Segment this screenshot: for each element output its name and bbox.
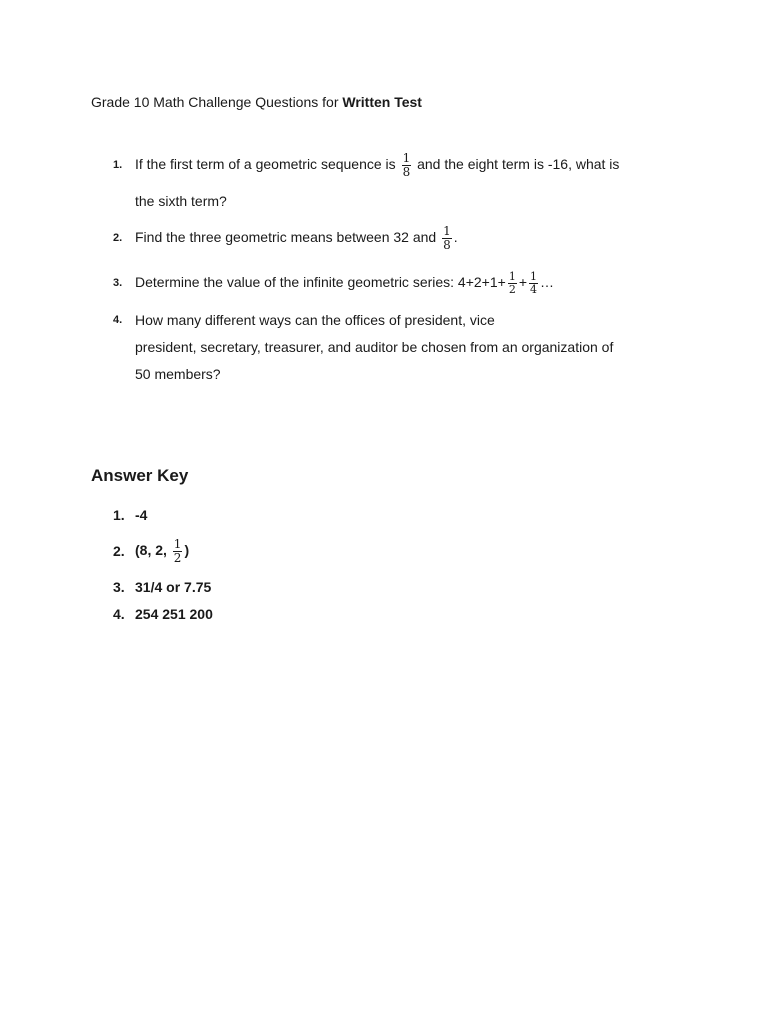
fraction-numerator: 1 (173, 536, 182, 551)
question-3-number: 3. (113, 277, 123, 289)
answer-2-text-before: (8, 2, (135, 542, 171, 558)
question-3-fraction-2 (529, 271, 538, 296)
answer-3-text: 31/4 or 7.75 (135, 579, 212, 595)
question-4-line-3: 50 members? (135, 366, 221, 382)
question-1-text-before: If the first term of a geometric sequence is (135, 156, 400, 172)
question-4-line-2: president, secretary, treasurer, and auditor be chosen from an organization of (135, 339, 614, 355)
question-4-line-1: How many different ways can the offices of president, vice (135, 312, 495, 328)
fraction-denominator: 2 (508, 282, 516, 296)
question-2-text-after: . (453, 229, 458, 245)
question-3-text-after: … (540, 274, 555, 290)
question-1-text-after: and the eight term is -16, what is (413, 156, 620, 172)
answer-2-text-after: ) (184, 542, 190, 558)
answer-2-text (135, 532, 189, 568)
document-title (91, 93, 422, 111)
answer-2-number: 2. (113, 543, 125, 559)
question-1-line-2: the sixth term? (135, 193, 227, 209)
fraction-numerator: 1 (508, 269, 516, 283)
title-prefix: Grade 10 Math Challenge Questions for (91, 94, 343, 110)
fraction-denominator: 4 (530, 282, 538, 296)
title-bold: Written Test (342, 94, 422, 110)
fraction-denominator: 2 (173, 550, 182, 565)
question-1-number: 1. (113, 159, 123, 171)
question-1-line-1 (135, 146, 619, 182)
question-2-number: 2. (113, 232, 123, 244)
question-2-text-before: Find the three geometric means between 32 and (135, 229, 441, 245)
question-3-fraction-1 (508, 271, 517, 296)
fraction-numerator: 1 (402, 150, 411, 165)
answer-4-number: 4. (113, 606, 125, 622)
answer-key-heading: Answer Key (91, 466, 189, 485)
question-3-text-before: Determine the value of the infinite geometric series: 4+2+1+ (135, 274, 506, 290)
question-3-text-mid: + (518, 274, 528, 290)
question-4-number: 4. (113, 314, 123, 326)
fraction-numerator: 1 (530, 269, 538, 283)
question-2-fraction (442, 225, 452, 252)
question-3-line-1 (135, 264, 554, 300)
answer-3-number: 3. (113, 579, 125, 595)
answer-2-fraction (173, 538, 183, 565)
question-1-fraction (402, 152, 412, 179)
answer-1-number: 1. (113, 507, 125, 523)
fraction-numerator: 1 (443, 223, 451, 238)
fraction-denominator: 8 (443, 237, 451, 252)
fraction-denominator: 8 (402, 164, 411, 179)
question-2-line-1 (135, 219, 458, 255)
answer-1-text: -4 (135, 507, 148, 523)
answer-4-text: 254 251 200 (135, 606, 213, 622)
